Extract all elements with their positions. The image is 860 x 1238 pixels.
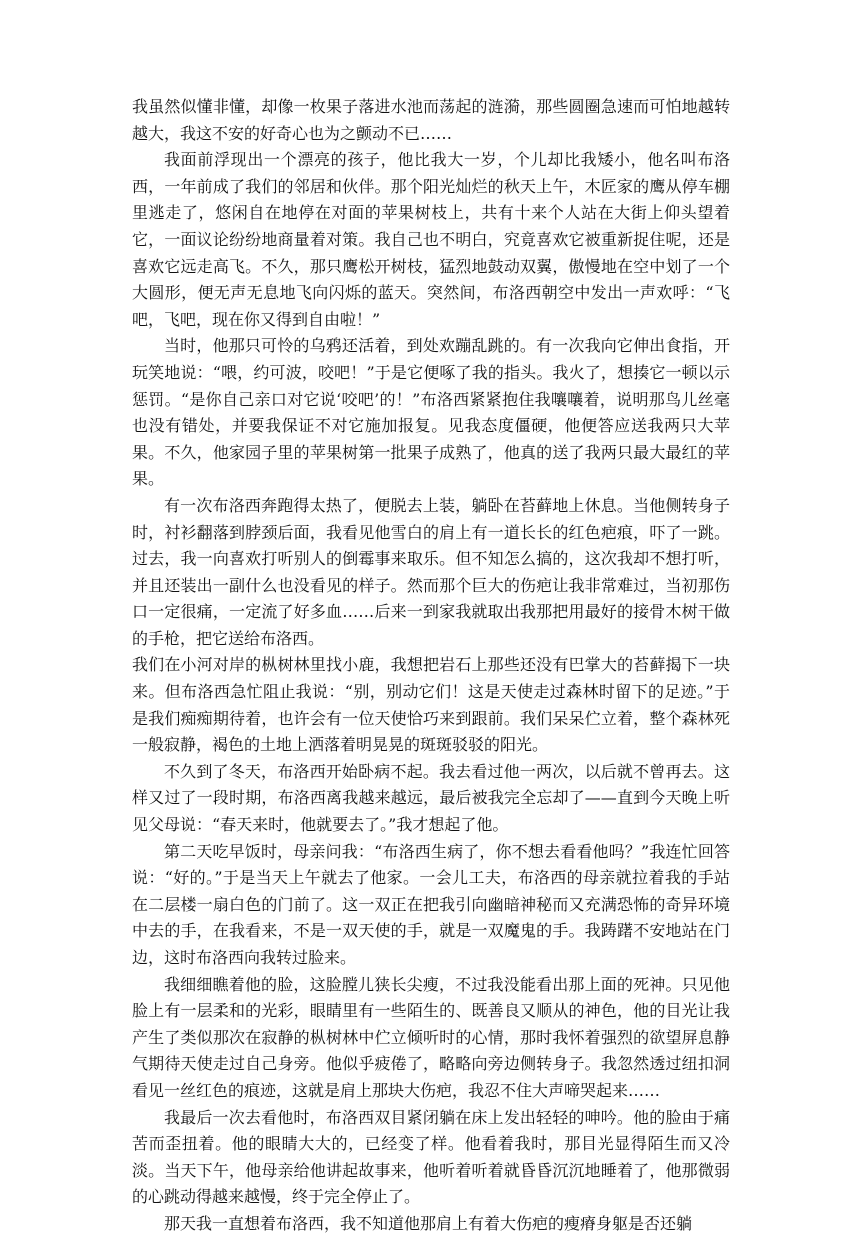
- paragraph: 那天我一直想着布洛西，我不知道他那肩上有着大伤疤的瘦瘠身躯是否还躺: [164, 1213, 693, 1233]
- paragraph: 第二天吃早饭时，母亲问我：“布洛西生病了，你不想去看看他吗？”我连忙回答说：“好的。”于是当天上午就去了他家。一会儿工夫，布洛西的母亲就拉着我的手站在二层楼一扇白色的门前了。这一双正在把我引向幽暗神秘而又充满恐怖的奇异环境中去的手，在我看来，不是一双天使的手，就是一双魔鬼的手。我踌躇不安地站在门边，这时布洛西向我转过脸来。: [132, 841, 730, 967]
- paragraph: 我细细瞧着他的脸，这脸膛儿狭长尖瘦，不过我没能看出那上面的死神。只见他脸上有一层柔和的光彩，眼睛里有一些陌生的、既善良又顺从的神色，他的目光让我产生了类似那次在寂静的枞树林中伫立倾听时的心情，那时我怀着强烈的欲望屏息静气期待天使走过自己身旁。他似乎疲倦了，略略向旁边侧转身子。我忽然透过纽扣洞看见一丝红色的痕迹，这就是肩上那块大伤疤，我忍不住大声啼哭起来……: [132, 974, 730, 1100]
- paragraph: 我虽然似懂非懂，却像一枚果子落进水池而荡起的涟漪，那些圆圈急速而可怕地越转越大，我这不安的好奇心也为之颤动不已……: [132, 97, 730, 143]
- paragraph: 我面前浮现出一个漂亮的孩子，他比我大一岁，个儿却比我矮小，他名叫布洛西，一年前成了我们的邻居和伙伴。那个阳光灿烂的秋天上午，木匠家的鹰从停车棚里逃走了，悠闲自在地停在对面的苹果树枝上，共有十来个人站在大街上仰头望着它，一面议论纷纷地商量着对策。我自己也不明白，究竟喜欢它被重新捉住呢，还是喜欢它远走高飞。不久，那只鹰松开树枝，猛烈地鼓动双翼，傲慢地在空中划了一个大圆形，便无声无息地飞向闪烁的蓝天。突然间，布洛西朝空中发出一声欢呼：“飞吧，飞吧，现在你又得到自由啦！”: [132, 150, 730, 329]
- document-page: [132, 94, 730, 1238]
- paragraph: 我们在小河对岸的枞树林里找小鹿，我想把岩石上那些还没有巴掌大的苔藓揭下一块来。但布洛西急忙阻止我说：“别，别动它们！这是天使走过森林时留下的足迹。”于是我们痴痴期待着，也许会有一位天使恰巧来到跟前。我们呆呆伫立着，整个森林死一般寂静，褐色的土地上洒落着明晃晃的斑斑驳驳的阳光。: [132, 655, 730, 755]
- paragraph: 不久到了冬天，布洛西开始卧病不起。我去看过他一两次，以后就不曾再去。这样又过了一段时期，布洛西离我越来越远，最后被我完全忘却了——直到今天晚上听见父母说：“春天来时，他就要去了。”我才想起了他。: [132, 761, 730, 835]
- paragraph: 有一次布洛西奔跑得太热了，便脱去上装，躺卧在苔藓地上休息。当他侧转身子时，衬衫翻落到脖颈后面，我看见他雪白的肩上有一道长长的红色疤痕，吓了一跳。过去，我一向喜欢打听别人的倒霉事来取乐。但不知怎么搞的，这次我却不想打听，并且还装出一副什么也没看见的样子。然而那个巨大的伤疤让我非常难过，当初那伤口一定很痛，一定流了好多血……后来一到家我就取出我那把用最好的接骨木树干做的手枪，把它送给布洛西。: [132, 495, 730, 648]
- paragraph: 当时，他那只可怜的乌鸦还活着，到处欢蹦乱跳的。有一次我向它伸出食指，开玩笑地说：“喂，约可波，咬吧！”于是它便啄了我的指头。我火了，想揍它一顿以示惩罚。“是你自己亲口对它说‘咬吧’的！”布洛西紧紧抱住我嚷嚷着，说明那鸟儿丝毫也没有错处，并要我保证不对它施加报复。见我态度僵硬，他便答应送我两只大苹果。不久，他家园子里的苹果树第一批果子成熟了，他真的送了我两只最大最红的苹果。: [132, 336, 730, 489]
- paragraph: 我最后一次去看他时，布洛西双目紧闭躺在床上发出轻轻的呻吟。他的脸由于痛苦而歪扭着。他的眼睛大大的，已经变了样。他看着我时，那目光显得陌生而又冷淡。当天下午，他母亲给他讲起故事来，他听着听着就昏昏沉沉地睡着了，他那微弱的心跳动得越来越慢，终于完全停止了。: [132, 1107, 730, 1207]
